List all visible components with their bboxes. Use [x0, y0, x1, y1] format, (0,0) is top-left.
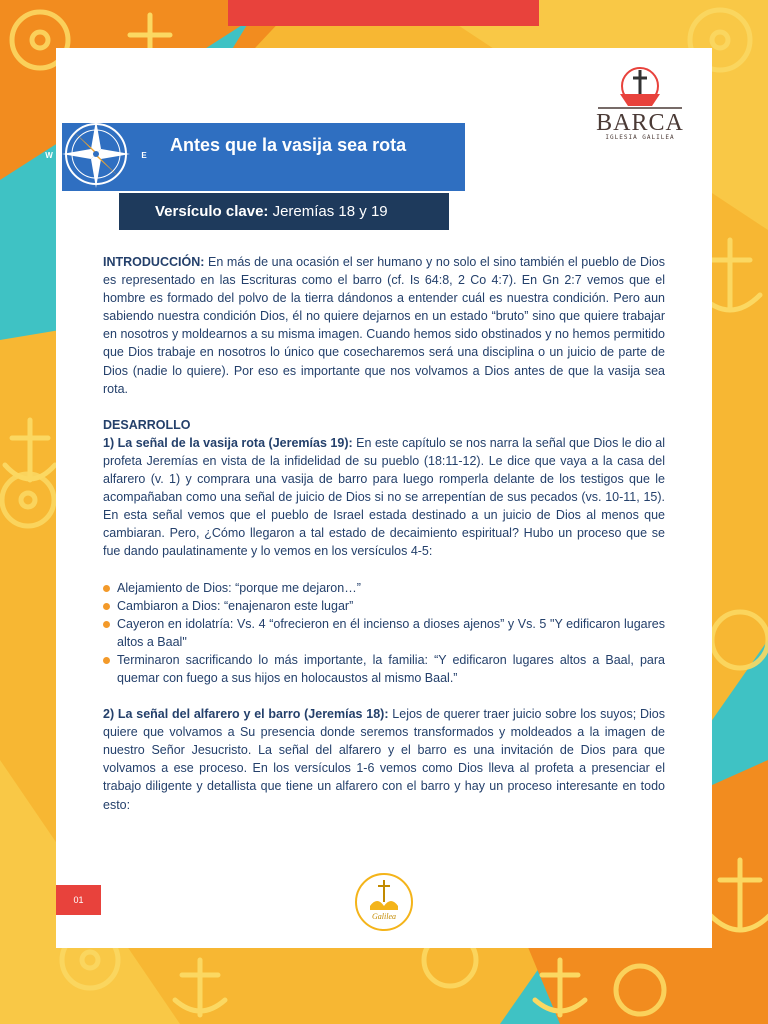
key-verse-banner	[119, 193, 449, 230]
galilea-logo-icon	[350, 872, 418, 932]
compass-west: W	[45, 151, 53, 160]
compass-north: N	[93, 110, 99, 119]
compass-icon	[40, 108, 152, 200]
footer-brand: Galilea	[372, 912, 396, 921]
point1-heading: 1) La señal de la vasija rota (Jeremías 19):	[103, 435, 353, 450]
article-body	[103, 253, 665, 814]
point1-paragraph	[103, 434, 665, 561]
list-item: Alejamiento de Dios: “porque me dejaron…”	[103, 579, 665, 597]
list-item: Terminaron sacrificando lo más importante, la familia: “Y edificaron lugares altos a Baal, para quemar con fuego a sus hijos en holocaustos al mismo Baal.”	[103, 651, 665, 687]
point1-text: En este capítulo se nos narra la señal que Dios le dio al profeta Jeremías en vista de la infidelidad de su pueblo (18:11-12). Le dice que vaya a la casa del alfarero (v. 1) y comprara una vasija de barro para luego romperla delante de los testigos que le acompañaban como una señal de juicio de Dios si no se arrepentían de sus pecados (vs. 10-11, 15). En esta señal vemos que el pueblo de Israel estada destinado a un juicio de Dios al menos que cambiaran. Pero, ¿Cómo llegaron a tal estado de decaimiento espiritual? Hubo un proceso que se fue dando paulatinamente y lo vemos en los versículos 4-5:	[103, 435, 665, 559]
key-verse-reference: Jeremías 18 y 19	[272, 203, 388, 220]
compass-east: E	[141, 151, 147, 160]
page-number: 01	[56, 885, 101, 915]
point2-heading: 2) La señal del alfarero y el barro (Jeremías 18):	[103, 707, 389, 722]
key-verse-label: Versículo clave:	[155, 203, 269, 220]
list-item: Cambiaron a Dios: “enajenaron este lugar”	[103, 597, 665, 615]
page-title: Antes que la vasija sea rota	[170, 135, 407, 155]
intro-heading: INTRODUCCIÓN:	[103, 255, 205, 269]
point2-paragraph	[103, 705, 665, 814]
intro-paragraph	[103, 253, 665, 398]
list-item: Cayeron en idolatría: Vs. 4 “ofrecieron en él incienso a dioses ajenos” y Vs. 5 "Y edificaron lugares altos a Baal"	[103, 615, 665, 651]
intro-text: En más de una ocasión el ser humano y no solo el sino también el pueblo de Dios es representado en las Escrituras como el barro (cf. Is 64:8, 2 Co 4:7). En Gn 2:7 vemos que el hombre es formado del polvo de la tierra dándonos a entender cuál es nuestra condición. Pero aun sabiendo nuestra condición Dios, él no quiere dejarnos en un estado “bruto” sino que quiere trabajar en nosotros y moldearnos a su misma imagen. Cuando hemos sido obstinados y no hemos permitido que Dios trabaje en nosotros lo único que cosecharemos será una disciplina o un juicio de parte de Dios (nadie lo quiere). Por eso es importante que nos volvamos a Dios antes de que la vasija sea rota.	[103, 255, 665, 396]
point2-text: Lejos de querer traer juicio sobre los suyos; Dios quiere que volvamos a Su presencia donde seremos transformados y moldeados a la imagen de nuestro Señor Jesucristo. La señal del alfarero y el barro es una invitación de Dios para que volvamos a ese proceso. En los versículos 1-6 vemos como Dios lleva al profeta a presenciar el trabajo diligente y detallista que tiene un alfarero con el barro y hay un proceso interesante en todo esto:	[103, 707, 665, 812]
logo-wordmark: BARCA	[596, 110, 684, 136]
process-list	[103, 579, 665, 688]
compass-south: S	[93, 192, 99, 200]
logo-subtitle: IGLESIA GALILEA	[605, 134, 675, 141]
development-heading: DESARROLLO	[103, 417, 191, 432]
